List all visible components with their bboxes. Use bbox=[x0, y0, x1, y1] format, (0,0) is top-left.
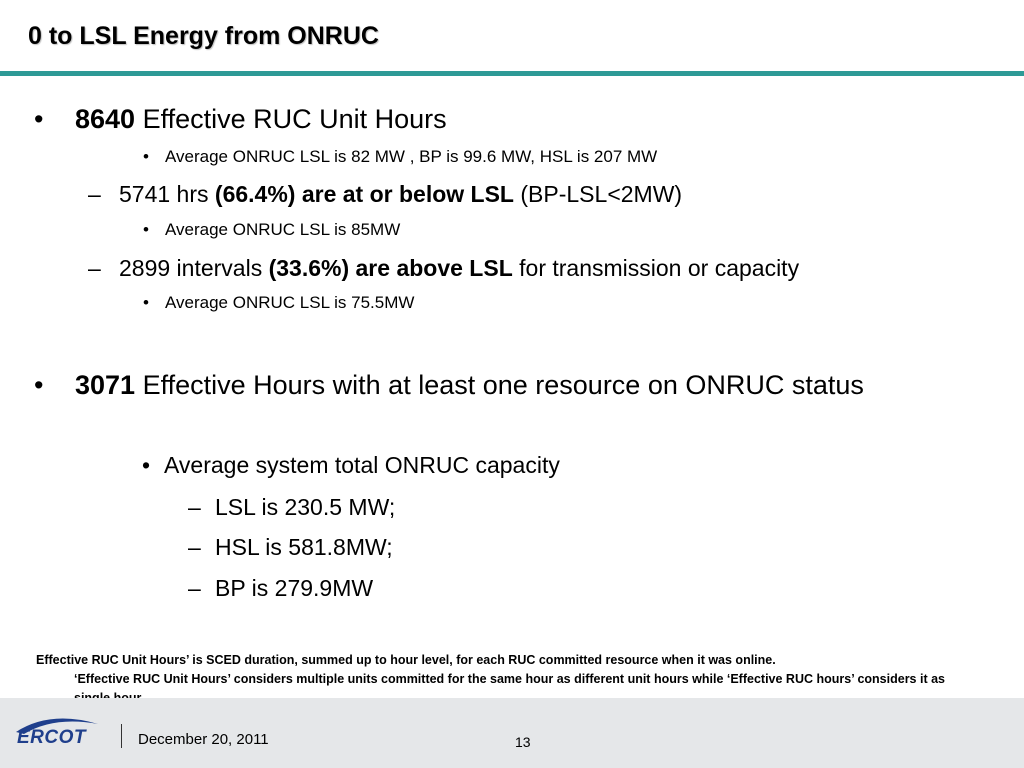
bullet-text: Average ONRUC LSL is 85MW bbox=[165, 220, 401, 239]
capacity-text: LSL is 230.5 MW; bbox=[215, 494, 396, 520]
footer-divider bbox=[121, 724, 122, 748]
capacity-text: HSL is 581.8MW; bbox=[215, 534, 393, 560]
dash-symbol: – bbox=[88, 255, 101, 281]
slide-title: 0 to LSL Energy from ONRUC bbox=[28, 22, 379, 50]
dash-symbol: – bbox=[188, 534, 201, 560]
dash-symbol: – bbox=[188, 494, 201, 520]
bullet-value: 3071 bbox=[75, 370, 136, 400]
bullet-text bbox=[75, 101, 955, 137]
footer-date: December 20, 2011 bbox=[138, 731, 269, 748]
footnote-line-2: ‘Effective RUC Unit Hours’ considers multiple units committed for the same hour as different unit hours while ‘Effective RUC hours’ considers it as bbox=[74, 672, 945, 686]
bullet-text: Average system total ONRUC capacity bbox=[164, 452, 560, 478]
bullet-symbol: • bbox=[142, 452, 151, 478]
page-number: 13 bbox=[515, 734, 531, 750]
bullet-label: Effective RUC Unit Hours bbox=[135, 104, 447, 134]
bullet-value: 8640 bbox=[75, 104, 136, 134]
bullet-symbol: • bbox=[143, 147, 149, 166]
dash-pre: 2899 intervals bbox=[119, 255, 269, 281]
bullet-text: Average ONRUC LSL is 82 MW , BP is 99.6 MW, HSL is 207 MW bbox=[165, 147, 658, 166]
dash-bold: (33.6%) are above LSL bbox=[268, 255, 513, 281]
dash-symbol: – bbox=[188, 575, 201, 601]
capacity-text: BP is 279.9MW bbox=[215, 575, 374, 601]
logo-text: ERCOT bbox=[17, 727, 86, 748]
footnote-line-1: Effective RUC Unit Hours’ is SCED duration, summed up to hour level, for each RUC committed resource when it was online. bbox=[36, 653, 776, 667]
dash-bold: (66.4%) are at or below LSL bbox=[214, 181, 514, 207]
dash-post: (BP-LSL<2MW) bbox=[514, 181, 683, 207]
title-rule bbox=[0, 71, 1024, 76]
bullet-symbol: • bbox=[34, 370, 44, 400]
dash-text bbox=[119, 253, 799, 283]
bullet-symbol: • bbox=[34, 104, 44, 134]
bullet-symbol: • bbox=[143, 293, 149, 312]
bullet-text bbox=[75, 367, 955, 403]
bullet-text: Average ONRUC LSL is 75.5MW bbox=[165, 293, 415, 312]
dash-pre: 5741 hrs bbox=[119, 181, 215, 207]
bullet-symbol: • bbox=[143, 220, 149, 239]
dash-post: for transmission or capacity bbox=[512, 255, 800, 281]
dash-text bbox=[119, 179, 682, 209]
dash-symbol: – bbox=[88, 181, 101, 207]
bullet-label: Effective Hours with at least one resource on ONRUC status bbox=[135, 370, 864, 400]
